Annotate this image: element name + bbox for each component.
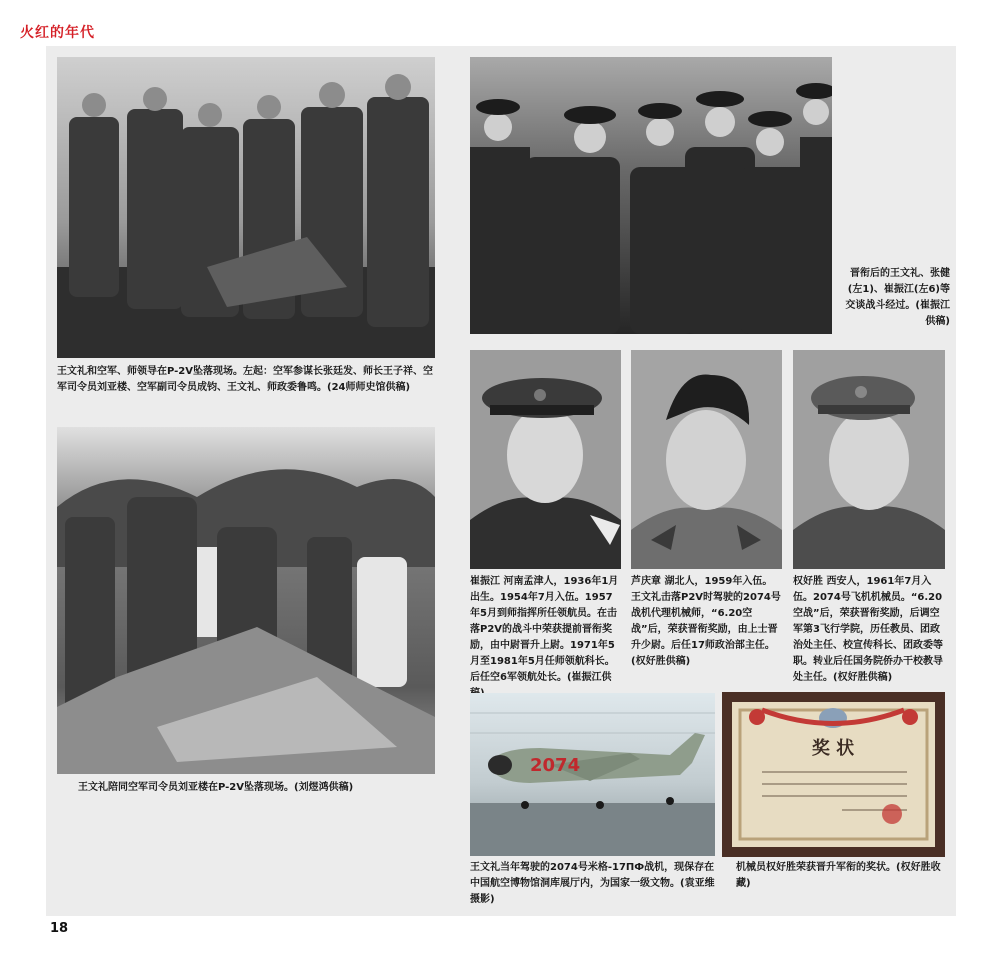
- caption-photo-crash-site: 王文礼陪同空军司令员刘亚楼在P-2V坠落现场。(刘煜鸿供稿): [78, 782, 354, 793]
- caption-photo-leaders: 王文礼和空军、师领导在P-2V坠落现场。左起：空军参谋长张廷发、师长王子祥、空军司令员刘亚楼、空军副司令员成钧、王文礼、师政委鲁鸣。(24师师史馆供稿): [57, 366, 434, 393]
- portrait-quan-haosheng: [793, 350, 945, 569]
- portrait-lu-qingzhang: [631, 350, 782, 569]
- photo-leaders-crash-site: [57, 57, 435, 358]
- portrait-cui-zhenjiang: [470, 350, 621, 569]
- photo-crash-site-image: [57, 427, 435, 774]
- photo-liu-yalou-crash-site: [57, 427, 435, 774]
- photo-certificate: [722, 692, 945, 857]
- photo-officers-image: [470, 57, 832, 334]
- photo-officers-chatting: [470, 57, 832, 334]
- caption-portrait-quan: 权好胜 西安人，1961年7月入伍。2074号飞机机械员。“6.20空战”后，荣获晋衔奖励，后调空军第3飞行学院，历任教员、团政治处主任、校宣传科长、团政委等职。转业后任国务院侨办干校教导处主任。(权好胜供稿): [793, 576, 943, 683]
- page-number: 18: [50, 921, 69, 936]
- caption-jet: 王文礼当年驾驶的2074号米格-17ПФ战机，现保存在中国航空博物馆洞库展厅内，为国家一级文物。(袁亚维摄影): [470, 862, 715, 905]
- certificate-title: 奖 状: [811, 738, 855, 759]
- caption-certificate: 机械员权好胜荣获晋升军衔的奖状。(权好胜收藏): [736, 862, 941, 889]
- caption-portrait-lu: 芦庆章 湖北人，1959年入伍。王文礼击落P2V时驾驶的2074号战机代理机械师，“6.20空战”后，荣获晋衔奖励，由上士晋升少尉。后任17师政治部主任。(权好胜供稿): [631, 576, 781, 667]
- jet-tail-number: 2074: [530, 755, 581, 776]
- caption-portrait-cui: 崔振江 河南孟津人，1936年1月出生。1954年7月入伍。1957年5月到师指挥所任领航员。在击落P2V的战斗中荣获提前晋衔奖励，由中尉晋升上尉。1971年5月至1981年5月任师领航科长。后任空6军领航处长。(崔振江供: [470, 576, 619, 683]
- certificate-image: [722, 692, 945, 857]
- photo-jet-2074: [470, 693, 715, 856]
- jet-image: [470, 693, 715, 856]
- section-title: 火红的年代: [20, 25, 95, 41]
- caption-photo-officers: 晋衔后的王文礼、张健(左1)、崔振江(左6)等交谈战斗经过。(崔振江供稿): [845, 268, 950, 327]
- portrait-cui-image: [470, 350, 621, 569]
- portrait-quan-image: [793, 350, 945, 569]
- portrait-lu-image: [631, 350, 782, 569]
- photo-leaders-image: [57, 57, 435, 358]
